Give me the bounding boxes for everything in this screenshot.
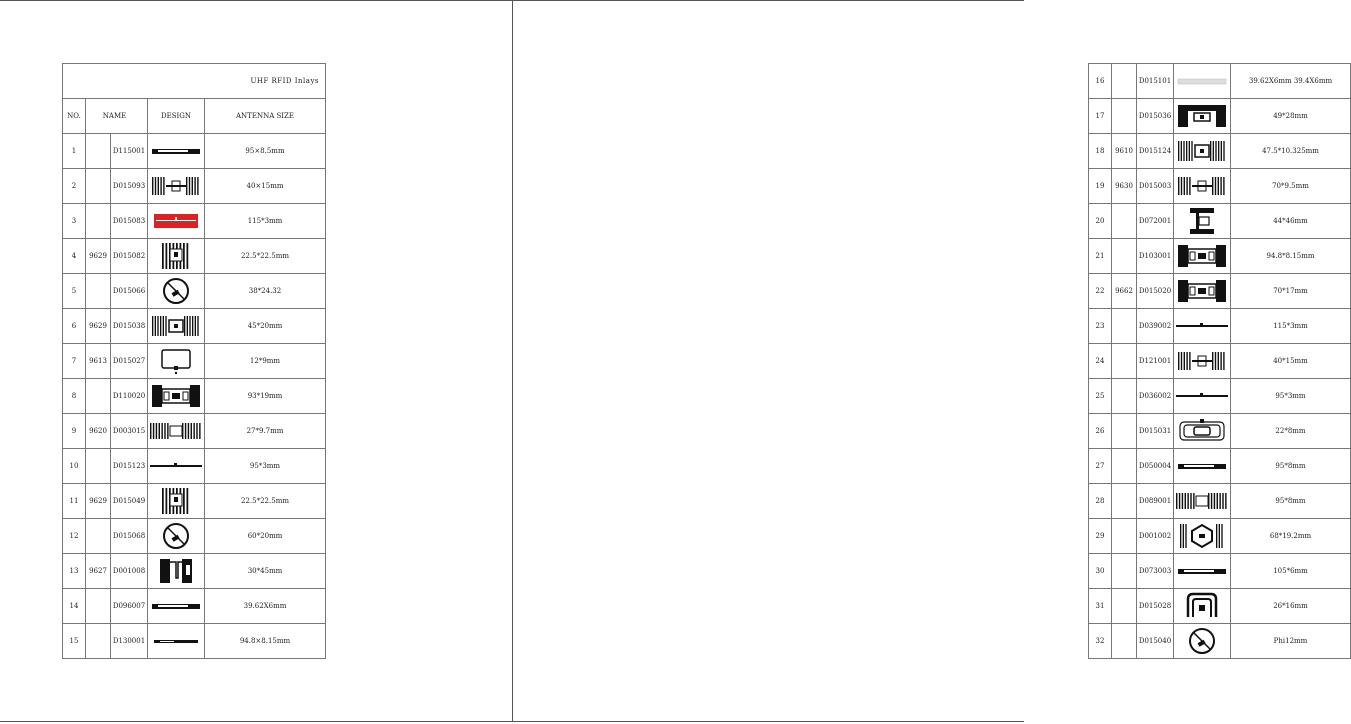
row-antenna-size: 38*24.32 bbox=[205, 274, 326, 309]
row-name: D015020 bbox=[1137, 274, 1174, 309]
table-row bbox=[63, 554, 326, 589]
header-design: DESIGN bbox=[148, 99, 205, 134]
square-comb-inlay-icon bbox=[148, 484, 205, 519]
row-antenna-size: 44*46mm bbox=[1231, 204, 1351, 239]
right-page bbox=[512, 0, 1333, 722]
table-row bbox=[1089, 169, 1351, 204]
row-no: 21 bbox=[1089, 239, 1112, 274]
row-model: 9613 bbox=[86, 344, 111, 379]
row-no: 16 bbox=[1089, 64, 1112, 99]
row-model bbox=[1112, 624, 1137, 659]
row-name: D050004 bbox=[1137, 449, 1174, 484]
row-name: D015031 bbox=[1137, 414, 1174, 449]
inlay-table-right bbox=[1088, 63, 1351, 659]
table-row bbox=[63, 484, 326, 519]
row-no: 1 bbox=[63, 134, 86, 169]
block-dipole-inlay-icon bbox=[1174, 274, 1231, 309]
table-row bbox=[1089, 624, 1351, 659]
wide-strip-inlay-icon bbox=[148, 134, 205, 169]
row-model: 9629 bbox=[86, 309, 111, 344]
row-no: 12 bbox=[63, 519, 86, 554]
checker-dipole-inlay-icon bbox=[1174, 519, 1231, 554]
row-model bbox=[86, 204, 111, 239]
row-no: 28 bbox=[1089, 484, 1112, 519]
row-no: 27 bbox=[1089, 449, 1112, 484]
dipole-comb-inlay-icon bbox=[1174, 344, 1231, 379]
table-row bbox=[1089, 64, 1351, 99]
row-antenna-size: 30*45mm bbox=[205, 554, 326, 589]
row-model bbox=[86, 624, 111, 659]
table-row bbox=[63, 624, 326, 659]
header-antenna-size: ANTENNA SIZE bbox=[205, 99, 326, 134]
row-name: D001008 bbox=[111, 554, 148, 589]
row-model bbox=[86, 379, 111, 414]
dipole-comb-inlay-icon bbox=[1174, 169, 1231, 204]
row-no: 14 bbox=[63, 589, 86, 624]
row-name: D015068 bbox=[111, 519, 148, 554]
block-dipole-inlay-icon bbox=[1174, 239, 1231, 274]
row-name: D073003 bbox=[1137, 554, 1174, 589]
wide-strip-inlay-icon bbox=[1174, 449, 1231, 484]
row-antenna-size: Phi12mm bbox=[1231, 624, 1351, 659]
row-antenna-size: 49*28mm bbox=[1231, 99, 1351, 134]
row-name: D072001 bbox=[1137, 204, 1174, 239]
u-shape-inlay-icon bbox=[148, 554, 205, 589]
i-beam-inlay-icon bbox=[1174, 204, 1231, 239]
wide-strip-inlay-icon bbox=[1174, 554, 1231, 589]
row-antenna-size: 95*3mm bbox=[205, 449, 326, 484]
row-no: 26 bbox=[1089, 414, 1112, 449]
row-no: 7 bbox=[63, 344, 86, 379]
row-antenna-size: 47.5*10.325mm bbox=[1231, 134, 1351, 169]
row-name: D015123 bbox=[111, 449, 148, 484]
table-header bbox=[63, 99, 326, 134]
row-model bbox=[86, 134, 111, 169]
row-antenna-size: 39.62X6mm 39.4X6mm bbox=[1231, 64, 1351, 99]
row-name: D115001 bbox=[111, 134, 148, 169]
row-no: 3 bbox=[63, 204, 86, 239]
row-name: D015101 bbox=[1137, 64, 1174, 99]
row-antenna-size: 22*8mm bbox=[1231, 414, 1351, 449]
row-antenna-size: 95*8mm bbox=[1231, 449, 1351, 484]
row-model bbox=[1112, 414, 1137, 449]
row-antenna-size: 40×15mm bbox=[205, 169, 326, 204]
row-name: D015027 bbox=[111, 344, 148, 379]
dipole-comb-inlay-icon bbox=[148, 169, 205, 204]
row-model: 9629 bbox=[86, 484, 111, 519]
table-row bbox=[1089, 379, 1351, 414]
row-model bbox=[86, 169, 111, 204]
row-no: 29 bbox=[1089, 519, 1112, 554]
row-antenna-size: 22.5*22.5mm bbox=[205, 239, 326, 274]
frame-loop-inlay-icon bbox=[1174, 99, 1231, 134]
inlay-table-left bbox=[62, 63, 326, 659]
red-label-inlay-icon bbox=[148, 204, 205, 239]
row-model: 9630 bbox=[1112, 169, 1137, 204]
row-no: 10 bbox=[63, 449, 86, 484]
row-name: D015038 bbox=[111, 309, 148, 344]
row-antenna-size: 12*9mm bbox=[205, 344, 326, 379]
row-antenna-size: 39.62X6mm bbox=[205, 589, 326, 624]
row-name: D015028 bbox=[1137, 589, 1174, 624]
comb-loop-inlay-icon bbox=[1174, 134, 1231, 169]
row-name: D089001 bbox=[1137, 484, 1174, 519]
table-row bbox=[63, 414, 326, 449]
row-model: 9662 bbox=[1112, 274, 1137, 309]
row-name: D001002 bbox=[1137, 519, 1174, 554]
row-antenna-size: 40*15mm bbox=[1231, 344, 1351, 379]
circular-tag-inlay-icon bbox=[1174, 624, 1231, 659]
table-row bbox=[63, 309, 326, 344]
row-model bbox=[1112, 344, 1137, 379]
wide-strip-inlay-icon bbox=[148, 589, 205, 624]
row-name: D039002 bbox=[1137, 309, 1174, 344]
row-model bbox=[1112, 449, 1137, 484]
table-row bbox=[63, 344, 326, 379]
row-model bbox=[86, 449, 111, 484]
table-row bbox=[1089, 519, 1351, 554]
row-no: 11 bbox=[63, 484, 86, 519]
stripe-dipole-inlay-icon bbox=[1174, 484, 1231, 519]
row-no: 8 bbox=[63, 379, 86, 414]
meander-loop-inlay-icon bbox=[1174, 589, 1231, 624]
table-row bbox=[1089, 204, 1351, 239]
row-model bbox=[1112, 554, 1137, 589]
row-no: 15 bbox=[63, 624, 86, 659]
row-antenna-size: 22.5*22.5mm bbox=[205, 484, 326, 519]
circular-tag-inlay-icon bbox=[148, 519, 205, 554]
row-no: 25 bbox=[1089, 379, 1112, 414]
table-row bbox=[63, 239, 326, 274]
row-no: 9 bbox=[63, 414, 86, 449]
row-model bbox=[1112, 379, 1137, 414]
row-no: 20 bbox=[1089, 204, 1112, 239]
row-antenna-size: 94.8*8.15mm bbox=[1231, 239, 1351, 274]
table-row bbox=[1089, 554, 1351, 589]
row-model: 9610 bbox=[1112, 134, 1137, 169]
row-name: D103001 bbox=[1137, 239, 1174, 274]
table-row bbox=[63, 169, 326, 204]
circular-tag-inlay-icon bbox=[148, 274, 205, 309]
table-row bbox=[1089, 99, 1351, 134]
row-model bbox=[1112, 484, 1137, 519]
table-row bbox=[1089, 449, 1351, 484]
table-row bbox=[63, 379, 326, 414]
thin-line-inlay-icon bbox=[148, 449, 205, 484]
row-name: D015093 bbox=[111, 169, 148, 204]
block-dipole-inlay-icon bbox=[148, 379, 205, 414]
row-antenna-size: 95*8mm bbox=[1231, 484, 1351, 519]
row-no: 4 bbox=[63, 239, 86, 274]
row-name: D036002 bbox=[1137, 379, 1174, 414]
row-antenna-size: 115*3mm bbox=[1231, 309, 1351, 344]
row-antenna-size: 95*3mm bbox=[1231, 379, 1351, 414]
row-model bbox=[1112, 204, 1137, 239]
row-model bbox=[86, 519, 111, 554]
row-model bbox=[1112, 64, 1137, 99]
row-model: 9620 bbox=[86, 414, 111, 449]
stripe-dipole-inlay-icon bbox=[148, 414, 205, 449]
row-model bbox=[1112, 99, 1137, 134]
row-name: D110020 bbox=[111, 379, 148, 414]
table-row bbox=[63, 589, 326, 624]
table-row bbox=[1089, 309, 1351, 344]
row-name: D096007 bbox=[111, 589, 148, 624]
left-page bbox=[0, 0, 513, 722]
row-no: 5 bbox=[63, 274, 86, 309]
catalog-title: UHF RFID Inlays bbox=[63, 64, 326, 99]
thin-line-inlay-icon bbox=[1174, 379, 1231, 414]
row-name: D015082 bbox=[111, 239, 148, 274]
thin-line-inlay-icon bbox=[1174, 309, 1231, 344]
comb-loop-inlay-icon bbox=[148, 309, 205, 344]
table-row bbox=[1089, 589, 1351, 624]
table-row bbox=[63, 519, 326, 554]
row-no: 18 bbox=[1089, 134, 1112, 169]
row-antenna-size: 94.8×8.15mm bbox=[205, 624, 326, 659]
faint-strip-inlay-icon bbox=[1174, 64, 1231, 99]
row-model bbox=[1112, 239, 1137, 274]
row-antenna-size: 27*9.7mm bbox=[205, 414, 326, 449]
table-row bbox=[63, 449, 326, 484]
row-antenna-size: 60*20mm bbox=[205, 519, 326, 554]
row-no: 23 bbox=[1089, 309, 1112, 344]
row-no: 24 bbox=[1089, 344, 1112, 379]
row-antenna-size: 105*6mm bbox=[1231, 554, 1351, 589]
row-antenna-size: 70*9.5mm bbox=[1231, 169, 1351, 204]
table-row bbox=[1089, 344, 1351, 379]
row-no: 17 bbox=[1089, 99, 1112, 134]
row-model bbox=[1112, 309, 1137, 344]
row-antenna-size: 70*17mm bbox=[1231, 274, 1351, 309]
row-model: 9629 bbox=[86, 239, 111, 274]
row-no: 6 bbox=[63, 309, 86, 344]
small-loop-inlay-icon bbox=[148, 344, 205, 379]
row-name: D015124 bbox=[1137, 134, 1174, 169]
table-row bbox=[63, 274, 326, 309]
table-row bbox=[1089, 134, 1351, 169]
row-model bbox=[86, 589, 111, 624]
thin-strip-inlay-icon bbox=[148, 624, 205, 659]
row-no: 19 bbox=[1089, 169, 1112, 204]
row-model: 9627 bbox=[86, 554, 111, 589]
spiral-loop-inlay-icon bbox=[1174, 414, 1231, 449]
table-row bbox=[1089, 274, 1351, 309]
square-comb-inlay-icon bbox=[148, 239, 205, 274]
table-row bbox=[63, 204, 326, 239]
row-name: D130001 bbox=[111, 624, 148, 659]
row-no: 31 bbox=[1089, 589, 1112, 624]
row-no: 13 bbox=[63, 554, 86, 589]
row-name: D015083 bbox=[111, 204, 148, 239]
row-model bbox=[1112, 589, 1137, 624]
row-antenna-size: 68*19.2mm bbox=[1231, 519, 1351, 554]
row-name: D121001 bbox=[1137, 344, 1174, 379]
row-antenna-size: 115*3mm bbox=[205, 204, 326, 239]
row-no: 30 bbox=[1089, 554, 1112, 589]
table-row bbox=[1089, 414, 1351, 449]
row-model bbox=[86, 274, 111, 309]
row-name: D015049 bbox=[111, 484, 148, 519]
header-no: NO. bbox=[63, 99, 86, 134]
row-name: D003015 bbox=[111, 414, 148, 449]
header-name: NAME bbox=[86, 99, 148, 134]
row-antenna-size: 95×8.5mm bbox=[205, 134, 326, 169]
row-antenna-size: 45*20mm bbox=[205, 309, 326, 344]
row-model bbox=[1112, 519, 1137, 554]
row-name: D015036 bbox=[1137, 99, 1174, 134]
row-name: D015003 bbox=[1137, 169, 1174, 204]
row-antenna-size: 93*19mm bbox=[205, 379, 326, 414]
row-no: 2 bbox=[63, 169, 86, 204]
table-row bbox=[1089, 239, 1351, 274]
row-no: 32 bbox=[1089, 624, 1112, 659]
row-no: 22 bbox=[1089, 274, 1112, 309]
row-name: D015040 bbox=[1137, 624, 1174, 659]
row-name: D015066 bbox=[111, 274, 148, 309]
table-row bbox=[1089, 484, 1351, 519]
row-antenna-size: 26*16mm bbox=[1231, 589, 1351, 624]
table-row bbox=[63, 134, 326, 169]
